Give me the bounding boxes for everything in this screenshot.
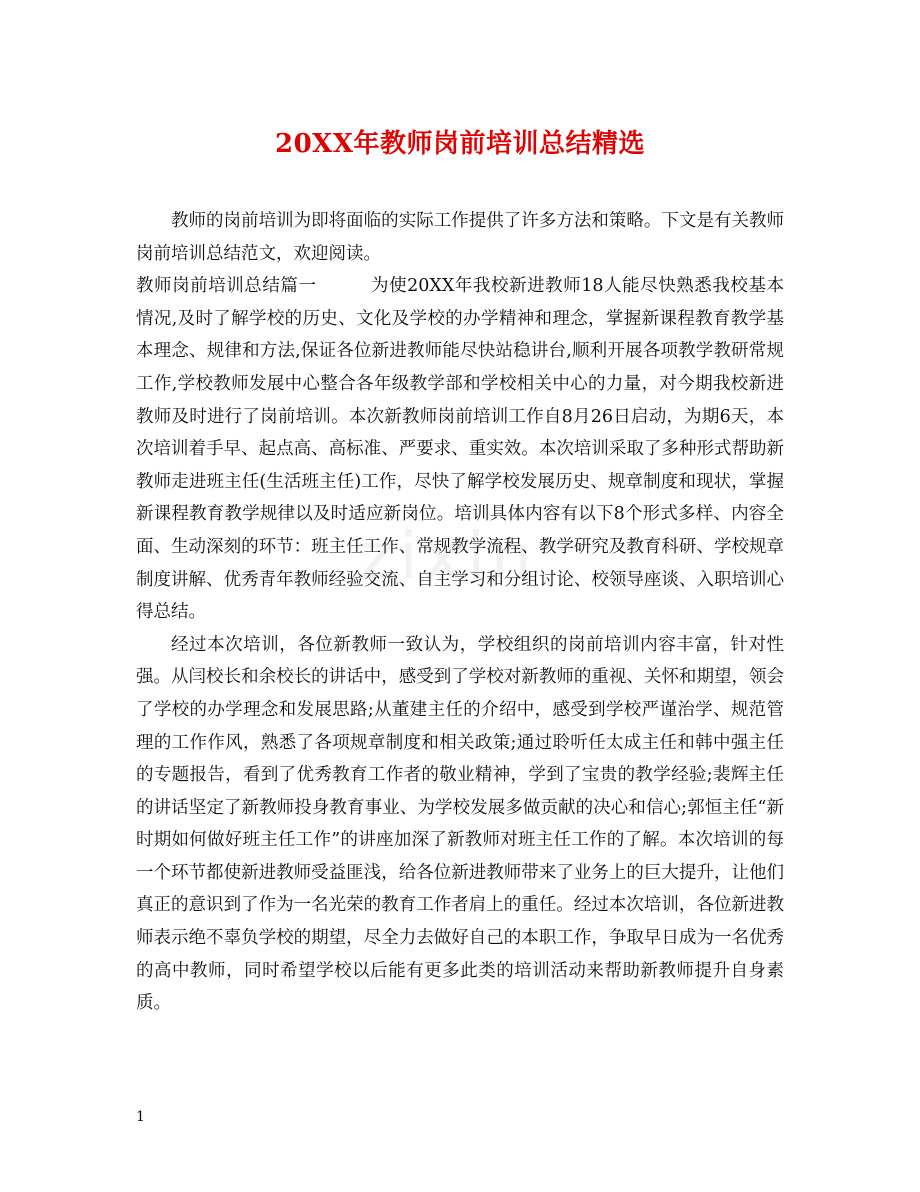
section-one-paragraph — [136, 270, 784, 629]
paragraph-two: 经过本次培训，各位新教师一致认为，学校组织的岗前培训内容丰富，针对性强。从闫校长和余校长的讲话中，感受到了学校对新教师的重视、关怀和期望，领会了学校的办学理念和发展思路;从董建主任的介绍中，感受到学校严谨治学、规范管理的工作作风，熟悉了各项规章制度和相关政策;通过聆听任太成主任和韩中强主任的专题报告，看到了优秀教育工作者的敬业精神，学到了宝贵的教学经验;裴辉主任的讲话坚定了新教师投身教育事业、为学校发展多做贡献的决心和信心;郭恒主任“新时期如何做好班主任工作”的讲座加深了新教师对班主任工作的了解。本次培训的每一个环节都使新进教师受益匪浅，给各位新进教师带来了业务上的巨大提升，让他们真正的意识到了作为一名光荣的教育工作者肩上的重任。经过本次培训，各位新进教师表示绝不辜负学校的期望，尽全力去做好自己的本职工作，争取早日成为一名优秀的高中教师，同时希望学校以后能有更多此类的培训活动来帮助新教师提升自身素质。 — [136, 634, 784, 1014]
paragraph-one-text: 为使20XX年我校新进教师18人能尽快熟悉我校基本情况,及时了解学校的历史、文化及学校的办学精神和理念，掌握新课程教育教学基本理念、规律和方法,保证各位新进教师能尽快站稳讲台,顺利开展各项教学教研常规工作,学校教师发展中心整合各年级教学部和学校相关中心的力量，对今期我校新进教师及时进行了岗前培训。本次新教师岗前培训工作自8月26日启动，为期6天，本次培训着手早、起点高、高标准、严要求、重实效。本次培训采取了多种形式帮助新教师走进班主任(生活班主任)工作，尽快了解学校发展历史、规章制度和现状，掌握新课程教育教学规律以及时适应新岗位。培训具体内容有以下8个形式多样、内容全面、生动深刻的环节：班主任工作、常规教学流程、教学研究及教育科研、学校规章制度讲解、优秀青年教师经验交流、自主学习和分组讨论、校领导座谈、入职培训心得总结。 — [136, 276, 784, 623]
section-heading: 教师岗前培训总结篇一 — [136, 276, 317, 297]
intro-paragraph: 教师的岗前培训为即将面临的实际工作提供了许多方法和策略。下文是有关教师岗前培训总结范文，欢迎阅读。 — [136, 211, 784, 264]
document-body — [136, 205, 784, 1020]
document-title: 20XX年教师岗前培训总结精选 — [274, 129, 646, 159]
page-number: 1 — [136, 1109, 145, 1125]
watermark-text: zixin — [360, 520, 538, 594]
